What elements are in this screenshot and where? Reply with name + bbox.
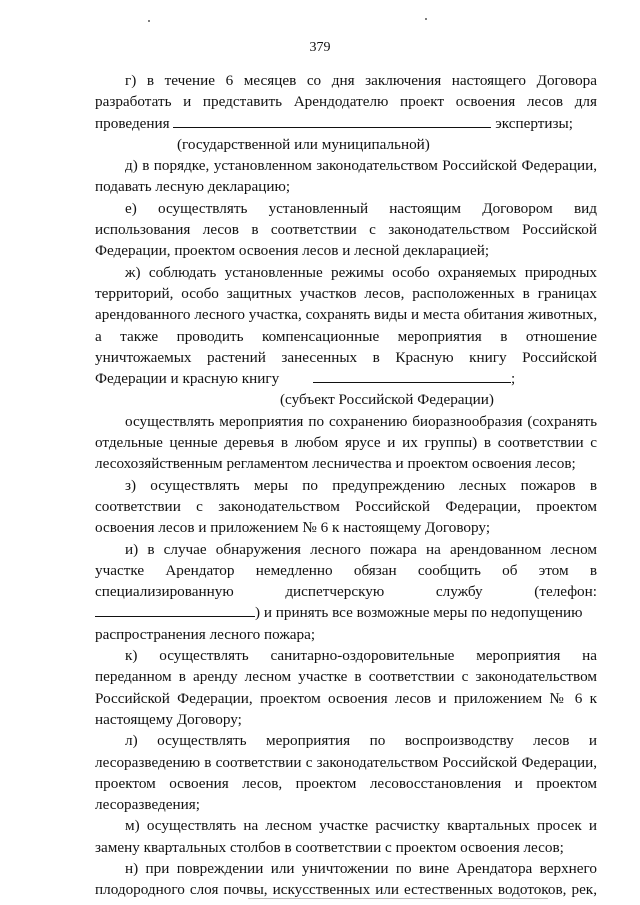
clause-z-line: з) осуществлять меры по предупреждению лесных пожаров в (125, 476, 597, 494)
page-number: 379 (309, 40, 331, 55)
clause-zh-line (95, 368, 597, 389)
clause-n-line: н) при повреждении или уничтожении по вине Арендатора верхнего (125, 859, 597, 877)
clause-k-line: переданном в аренду лесном участке в соответствии с законодательством (95, 668, 597, 686)
clause-zh-line: уничтожаемых растений занесенных в Красную книгу Российской (95, 348, 597, 366)
clause-i-line: специализированную диспетчерскую службу (телефон: (95, 583, 597, 601)
clause-z-line: соответствии с законодательством Российской Федерации, проектом (95, 497, 597, 515)
clause-e-line: Федерации, проектом освоения лесов и лесной декларацией; (95, 242, 490, 260)
clause-i-line: и) в случае обнаружения лесного пожара на арендованном лесном (125, 540, 597, 558)
clause-m-line: замену квартальных столбов в соответствии с проектом освоения лесов; (95, 838, 564, 856)
clause-l-line: л) осуществлять мероприятия по воспроизводству лесов и (125, 732, 597, 750)
field-caption: (государственной или муниципальной) (177, 135, 430, 153)
clause-k-line: настоящему Договору; (95, 710, 242, 728)
text-fragment: ; (511, 370, 516, 388)
fill-in-blank (95, 602, 255, 617)
biodiversity-line: лесохозяйственным регламентом лесничества и проектом освоения лесов; (95, 455, 576, 473)
scan-speck (148, 20, 150, 22)
clause-l-line: проектом освоения лесов, проектом лесовосстановления и проектом (95, 774, 597, 792)
clause-i-line: участке Арендатор немедленно обязан сообщить об этом в (95, 561, 597, 579)
field-caption: (субъект Российской Федерации) (280, 391, 494, 409)
clause-z-line: освоения лесов и приложением № 6 к настоящему Договору; (95, 519, 491, 537)
clause-m-line: м) осуществлять на лесном участке расчистку квартальных просек и (125, 817, 597, 835)
clause-n-line: плодородного слоя почвы, искусственных или естественных водотоков, рек, (95, 881, 597, 899)
clause-i-line: распространения лесного пожара; (95, 625, 316, 643)
clause-l-line: лесоразведения; (95, 796, 200, 814)
biodiversity-line: осуществлять мероприятия по сохранению биоразнообразия (сохранять (125, 412, 597, 430)
text-fragment: экспертизы; (495, 114, 573, 132)
fill-in-blank (173, 113, 491, 128)
document-body (95, 70, 597, 901)
clause-i-line (95, 602, 597, 623)
clause-zh-line: а также проводить компенсационные мероприятия в отношение (95, 327, 597, 345)
clause-g-line: разработать и представить Арендодателю проект освоения лесов для (95, 93, 597, 111)
clause-zh-line: территорий, особо защитных участков лесов, расположенных в границах (95, 284, 597, 302)
clause-zh-line: арендованного лесного участка, сохранять виды и места обитания животных, (95, 306, 598, 324)
clause-d-line: д) в порядке, установленном законодательством Российской Федерации, (125, 157, 597, 175)
biodiversity-line: отдельные ценные деревья в любом ярусе и их группы) в соответствии с (95, 434, 597, 452)
clause-l-line: лесоразведению в соответствии с законодательством Российской Федерации, (95, 753, 597, 771)
text-fragment: проведения (95, 114, 170, 132)
fill-in-blank (313, 368, 511, 383)
clause-e-line: е) осуществлять установленный настоящим Договором вид (125, 199, 597, 217)
clause-d-line: подавать лесную декларацию; (95, 178, 291, 196)
clause-k-line: к) осуществлять санитарно-оздоровительные мероприятия на (125, 647, 597, 665)
clause-k-line: Российской Федерации, проектом освоения лесов и приложением № 6 к (95, 689, 597, 707)
clause-zh-line: ж) соблюдать установленные режимы особо охраняемых природных (125, 263, 597, 281)
scan-speck (425, 18, 427, 20)
clause-g-line: г) в течение 6 месяцев со дня заключения настоящего Договора (125, 72, 597, 89)
text-fragment: ) и принять все возможные меры по недопущению (255, 604, 583, 622)
scan-edge-line (248, 898, 548, 899)
clause-e-line: использования лесов в соответствии с законодательством Российской (95, 221, 597, 239)
clause-g-line (95, 113, 597, 134)
text-fragment: Федерации и красную книгу (95, 370, 280, 388)
